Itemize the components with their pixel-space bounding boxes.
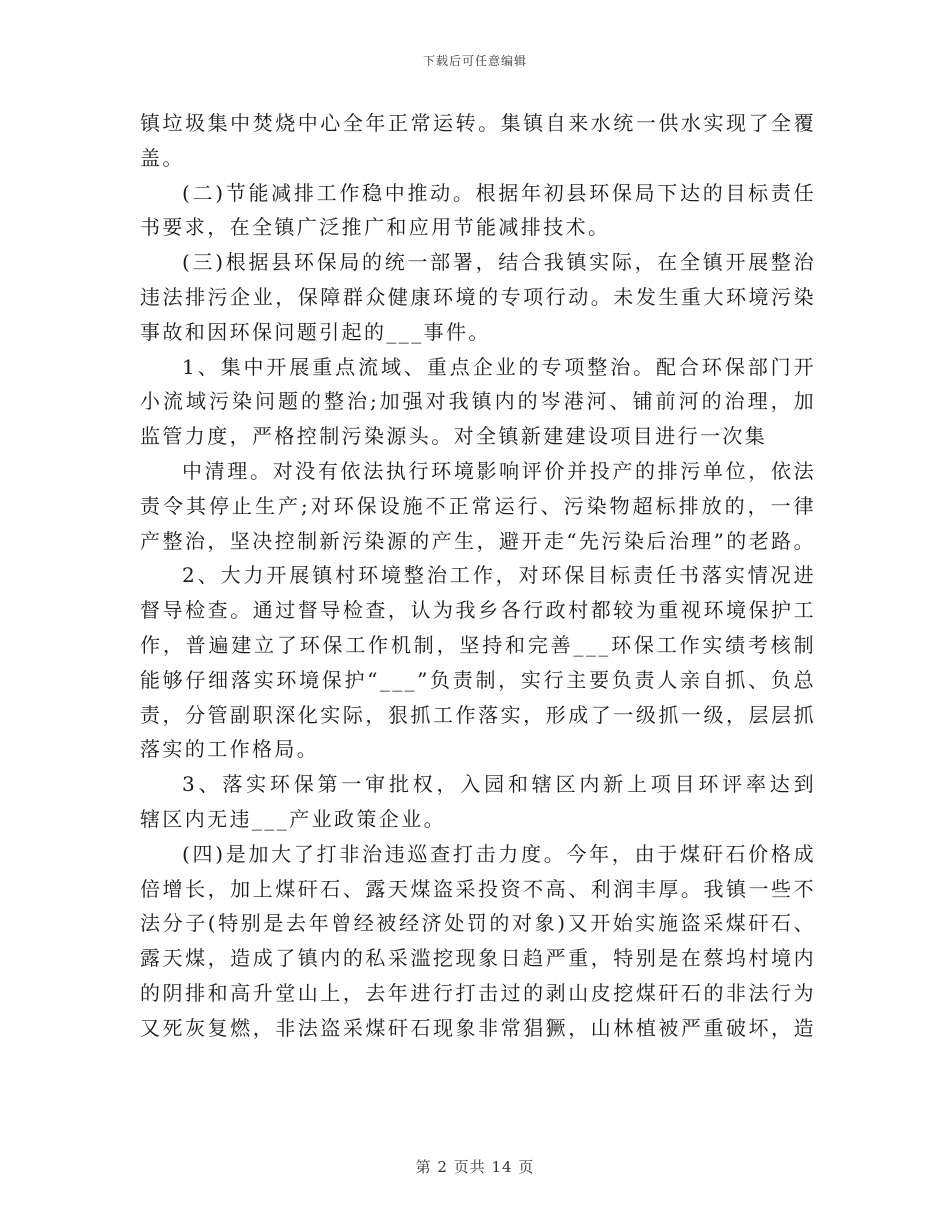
text-line: 1、集中开展重点流域、重点企业的专项整治。配合环保部门开 [182,354,816,379]
text-line: (四)是加大了打非治违巡查打击力度。今年，由于煤矸石价格成 [182,841,816,866]
text-line: 监管力度，严格控制污染源头。对全镇新建建设项目进行一次集 [140,424,768,449]
text-line: (二)节能减排工作稳中推动。根据年初县环保局下达的目标责任 [182,180,816,205]
page-number: 第 2 页共 14 页 [415,1158,535,1176]
text-line: 露天煤，造成了镇内的私采滥挖现象日趋严重，特别是在蔡坞村境内 [140,946,816,971]
document-body [140,106,816,1046]
text-line: (三)根据县环保局的统一部署，结合我镇实际，在全镇开展整治 [182,250,816,275]
text-line: 镇垃圾集中焚烧中心全年正常运转。集镇自来水统一供水实现了全覆 [140,111,816,135]
text-line: 产整治，坚决控制新污染源的产生，避开走“先污染后治理”的老路。 [140,528,816,553]
text-line: 违法排污企业，保障群众健康环境的专项行动。未发生重大环境污染 [140,284,816,309]
text-line: 2、大力开展镇村环境整治工作，对环保目标责任书落实情况进 [182,563,816,588]
text-line: 责令其停止生产;对环保设施不正常运行、污染物超标排放的，一律 [140,493,816,518]
text-line: 盖。 [140,145,185,170]
text-line: 的阴排和高升堂山上，去年进行打击过的剥山皮挖煤矸石的非法行为 [140,980,816,1005]
text-line: 又死灰复燃，非法盗采煤矸石现象非常猖獗，山林植被严重破坏，造 [140,1015,816,1040]
text-line: 能够仔细落实环境保护“___”负责制，实行主要负责人亲自抓、负总 [140,667,816,692]
text-line: 3、落实环保第一审批权，入园和辖区内新上项目环评率达到 [182,772,816,797]
text-line: 倍增长，加上煤矸石、露天煤盗采投资不高、利润丰厚。我镇一些不 [140,876,816,901]
text-line: 落实的工作格局。 [140,737,320,762]
text-line: 辖区内无违___产业政策企业。 [140,806,446,831]
text-line: 责，分管副职深化实际，狠抓工作落实，形成了一级抓一级，层层抓 [140,702,816,727]
text-line: 事故和因环保问题引起的___事件。 [140,319,491,344]
text-line: 法分子(特别是去年曾经被经济处罚的对象)又开始实施盗采煤矸石、 [140,911,816,936]
page-header-note: 下载后可任意编辑 [422,54,527,68]
text-line: 作，普遍建立了环保工作机制，坚持和完善___环保工作实绩考核制 [140,632,816,657]
text-line: 小流域污染问题的整治;加强对我镇内的岑港河、铺前河的治理，加 [140,389,816,414]
text-line: 督导检查。通过督导检查，认为我乡各行政村都较为重视环境保护工 [140,598,816,623]
text-line: 中清理。对没有依法执行环境影响评价并投产的排污单位，依法 [182,458,816,483]
text-line: 书要求，在全镇广泛推广和应用节能减排技术。 [140,215,611,240]
